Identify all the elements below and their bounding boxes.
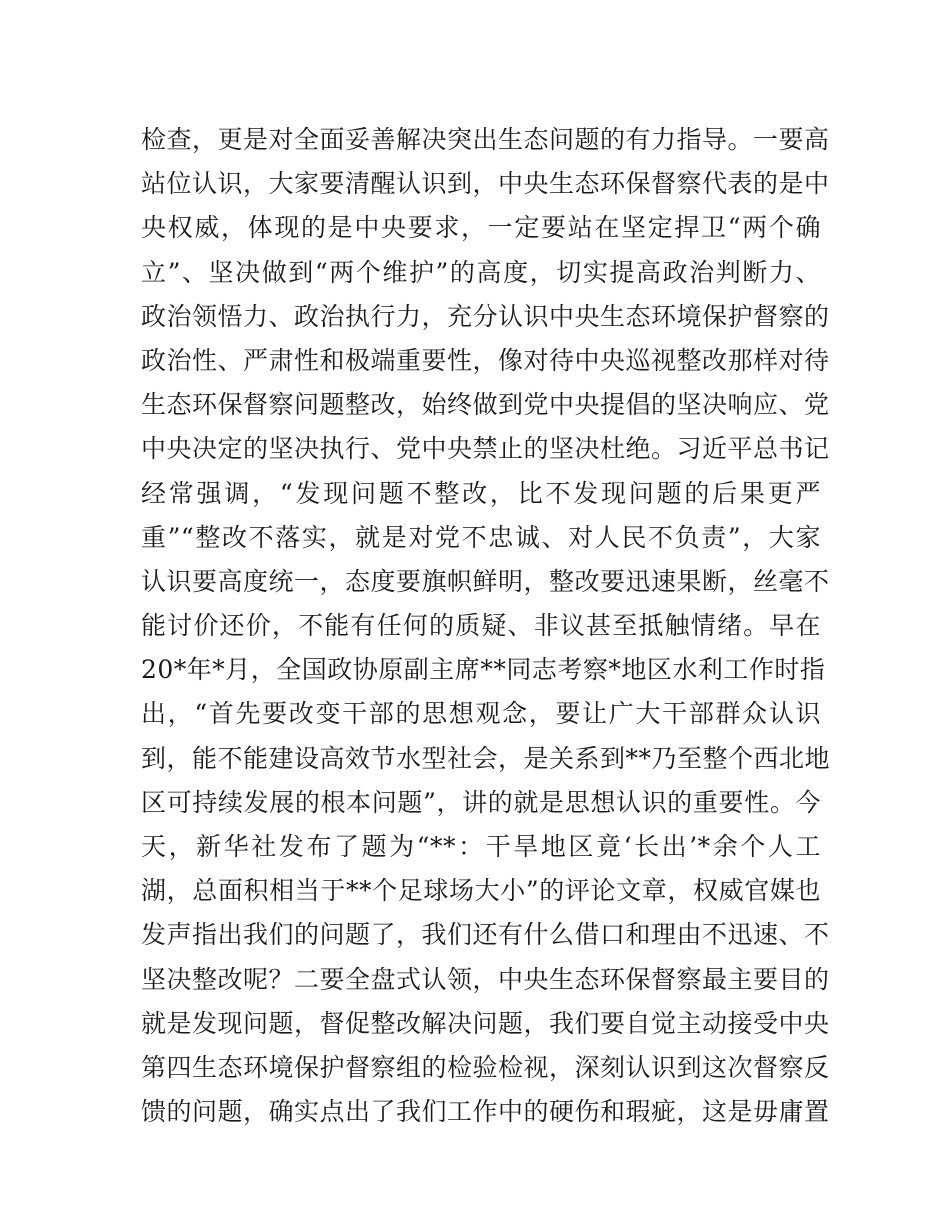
text-line: 馈的问题，确实点出了我们工作中的硬伤和瑕疵，这是毋庸置 <box>141 1097 830 1127</box>
text-line: 到，能不能建设高效节水型社会，是关系到**乃至整个西北地 <box>141 743 831 773</box>
text-line: 20*年*月，全国政协原副主席**同志考察*地区水利工作时指 <box>141 655 826 685</box>
text-line: 政治性、严肃性和极端重要性，像对待中央巡视整改那样对待 <box>141 345 830 375</box>
text-line: 站位认识，大家要清醒认识到，中央生态环保督察代表的是中 <box>141 169 830 199</box>
text-line: 坚决整改呢？二要全盘式认领，中央生态环保督察最主要目的 <box>141 964 830 994</box>
text-line: 认识要高度统一，态度要旗帜鲜明，整改要迅速果断，丝毫不 <box>141 566 830 596</box>
body-text <box>141 118 831 1134</box>
text-line: 立”、坚决做到“两个维护”的高度，切实提高政治判断力、 <box>141 257 821 287</box>
text-line: 经常强调，“发现问题不整改，比不发现问题的后果更严 <box>141 478 821 508</box>
text-line: 区可持续发展的根本问题”，讲的就是思想认识的重要性。今 <box>141 787 821 817</box>
text-line: 出，“首先要改变干部的思想观念，要让广大干部群众认识 <box>141 699 821 729</box>
text-line: 能讨价还价，不能有任何的质疑、非议甚至抵触情绪。早在 <box>141 611 821 641</box>
text-line: 就是发现问题，督促整改解决问题，我们要自觉主动接受中央 <box>141 1008 830 1038</box>
text-line: 重”“整改不落实，就是对党不忠诚、对人民不负责”，大家 <box>141 522 821 552</box>
text-line: 央权威，体现的是中央要求，一定要站在坚定捍卫“两个确 <box>141 213 821 243</box>
text-line: 发声指出我们的问题了，我们还有什么借口和理由不迅速、不 <box>141 920 830 950</box>
text-line: 天，新华社发布了题为“**：干旱地区竟‘长出’*余个人工 <box>141 832 821 861</box>
text-line: 中央决定的坚决执行、党中央禁止的坚决杜绝。习近平总书记 <box>141 434 830 464</box>
text-line: 湖，总面积相当于**个足球场大小”的评论文章，权威官媒也 <box>141 876 821 906</box>
text-line: 生态环保督察问题整改，始终做到党中央提倡的坚决响应、党 <box>141 390 830 420</box>
text-line: 政治领悟力、政治执行力，充分认识中央生态环境保护督察的 <box>141 301 830 331</box>
text-line: 第四生态环境保护督察组的检验检视，深刻认识到这次督察反 <box>141 1052 830 1082</box>
text-line: 检查，更是对全面妥善解决突出生态问题的有力指导。一要高 <box>141 125 830 154</box>
